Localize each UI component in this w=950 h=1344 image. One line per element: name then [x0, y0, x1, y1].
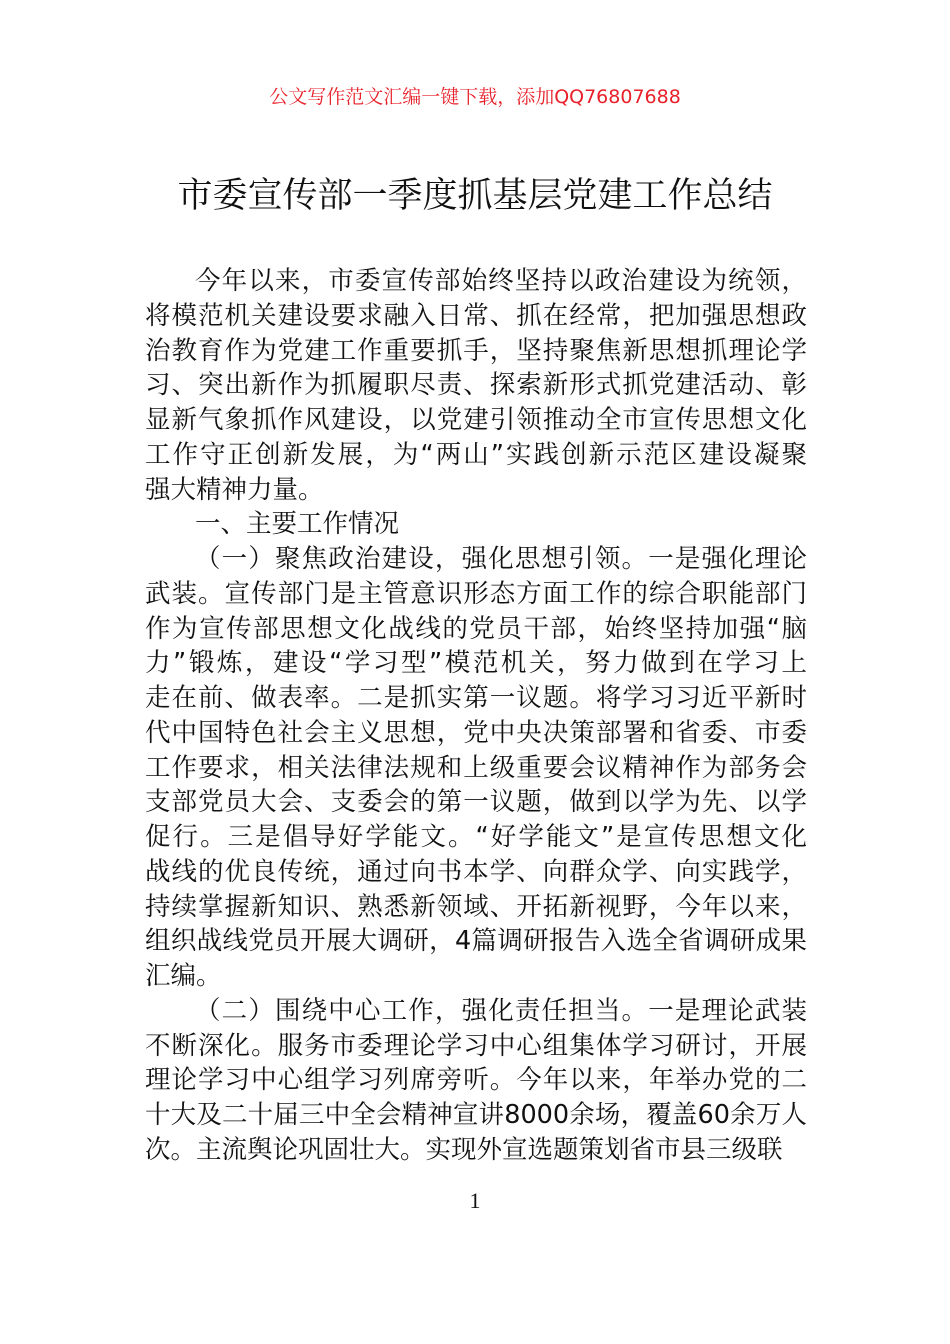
text-line: 作为宣传部思想文化战线的党员干部，始终坚持加强“脑 [145, 613, 807, 644]
text-line: 今年以来，市委宣传部始终坚持以政治建设为统领， [195, 266, 807, 296]
paragraph [145, 264, 807, 507]
text-line: 力”锻炼，建设“学习型”模范机关，努力做到在学习上 [145, 648, 807, 679]
text-line: 汇编。 [145, 961, 222, 991]
text-line: 次。主流舆论巩固壮大。实现外宣选题策划省市县三级联 [145, 1134, 783, 1165]
text-line: 走在前、做表率。二是抓实第一议题。将学习习近平新时 [145, 683, 807, 713]
text-line: 促行。三是倡导好学能文。“好学能文”是宣传思想文化 [145, 822, 807, 852]
document-title: 市委宣传部一季度抓基层党建工作总结 [177, 176, 773, 216]
paragraph [145, 542, 807, 994]
text-line: 组织战线党员开展大调研，4篇调研报告入选全省调研成果 [145, 926, 807, 957]
text-line: 将模范机关建设要求融入日常、抓在经常，把加强思想政 [145, 300, 807, 331]
promo-header: 公文写作范文汇编一键下载，添加QQ76807688 [269, 86, 681, 108]
text-line: 支部党员大会、支委会的第一议题，做到以学为先、以学 [145, 787, 807, 818]
text-line: 武装。宣传部门是主管意识形态方面工作的综合职能部门 [145, 578, 807, 609]
text-line: 十大及二十届三中全会精神宣讲8000余场，覆盖60余万人 [145, 1100, 807, 1130]
text-line: 习、突出新作为抓履职尽责、探索新形式抓党建活动、彰 [145, 370, 807, 401]
text-line: 强大精神力量。 [145, 474, 324, 505]
page-number: 1 [469, 1188, 481, 1213]
text-line: 一、主要工作情况 [195, 509, 400, 540]
text-line: （二）围绕中心工作，强化责任担当。一是理论武装 [195, 995, 807, 1026]
text-line: 工作守正创新发展，为“两山”实践创新示范区建设凝聚 [145, 439, 807, 470]
text-line: 战线的优良传统，通过向书本学、向群众学、向实践学， [145, 856, 807, 887]
paragraph [145, 994, 807, 1168]
text-line: 理论学习中心组学习列席旁听。今年以来，年举办党的二 [145, 1065, 807, 1096]
text-line: 代中国特色社会主义思想，党中央决策部署和省委、市委 [145, 717, 807, 748]
section-heading [145, 507, 807, 542]
text-line: 显新气象抓作风建设，以党建引领推动全市宣传思想文化 [145, 405, 807, 435]
text-line: 治教育作为党建工作重要抓手，坚持聚焦新思想抓理论学 [145, 335, 807, 366]
text-line: 持续掌握新知识、熟悉新领域、开拓新视野，今年以来， [145, 891, 807, 922]
text-line: 工作要求，相关法律法规和上级重要会议精神作为部务会 [145, 752, 807, 783]
document-body [145, 264, 807, 1168]
text-line: （一）聚焦政治建设，强化思想引领。一是强化理论 [195, 544, 807, 574]
text-line: 不断深化。服务市委理论学习中心组集体学习研讨，开展 [145, 1030, 807, 1061]
